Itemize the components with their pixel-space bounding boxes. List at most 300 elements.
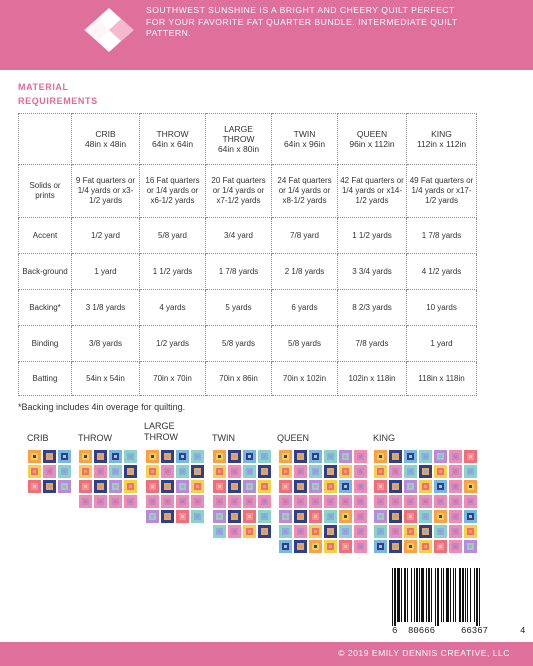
quilt-block-center: [407, 513, 414, 520]
quilt-block: [78, 494, 93, 509]
quilt-block-dot: [63, 485, 66, 488]
quilt-block-center: [231, 498, 238, 505]
barcode-bar: [419, 568, 420, 622]
quilt-block: [403, 464, 418, 479]
quilt-block: [293, 524, 308, 539]
quilt-block: [242, 494, 257, 509]
barcode-bar: [426, 568, 427, 622]
quilt-block: [293, 479, 308, 494]
table-cell: 6 yards: [272, 290, 338, 326]
quilt-block-center: [164, 483, 171, 490]
quilt-block-center: [437, 453, 444, 460]
table-cell: 24 Fat quarters or 1/4 yards or x8-1/2 yards: [272, 165, 338, 218]
quilt-block-center: [407, 498, 414, 505]
quilt-block-dot: [181, 470, 184, 473]
quilt-block-dot: [166, 485, 169, 488]
quilt-block-dot: [394, 515, 397, 518]
quilt-block-dot: [454, 500, 457, 503]
quilt-block-dot: [84, 455, 87, 458]
quilt-block: [93, 449, 108, 464]
quilt-block-dot: [379, 455, 382, 458]
quilt-block: [463, 509, 478, 524]
quilt-block-center: [231, 453, 238, 460]
quilt-block-center: [246, 498, 253, 505]
barcode-bar: [421, 568, 424, 622]
quilt-block: [278, 449, 293, 464]
barcode-bar: [394, 568, 396, 626]
quilt-block-center: [297, 498, 304, 505]
quilt-block-center: [422, 468, 429, 475]
quilt-block-dot: [263, 500, 266, 503]
quilt-block-center: [312, 513, 319, 520]
quilt-block-center: [422, 528, 429, 535]
quilt-block: [293, 494, 308, 509]
quilt-block-center: [246, 513, 253, 520]
quilt-block-dot: [409, 455, 412, 458]
quilt-block-dot: [299, 485, 302, 488]
quilt-block-center: [297, 528, 304, 535]
quilt-block: [433, 539, 448, 554]
quilt-block: [323, 479, 338, 494]
quilt-block-dot: [84, 500, 87, 503]
quilt-label-queen: QUEEN: [277, 433, 310, 443]
quilt-block-dot: [248, 500, 251, 503]
quilt-block: [293, 509, 308, 524]
quilt-block: [293, 449, 308, 464]
quilt-block-dot: [454, 455, 457, 458]
quilt-block: [433, 464, 448, 479]
quilt-block: [353, 479, 368, 494]
table-cell: 2 1/8 yards: [272, 254, 338, 290]
quilt-block-dot: [329, 515, 332, 518]
quilt-block-dot: [379, 470, 382, 473]
quilt-block-dot: [196, 485, 199, 488]
quilt-block-center: [327, 513, 334, 520]
quilt-block-center: [437, 528, 444, 535]
quilt-label-crib: CRIB: [27, 433, 49, 443]
quilt-block-dot: [263, 515, 266, 518]
quilt-label-throw: THROW: [78, 433, 112, 443]
quilt-block-center: [97, 468, 104, 475]
quilt-block-dot: [394, 545, 397, 548]
quilt-block-center: [261, 483, 268, 490]
quilt-block-center: [467, 498, 474, 505]
column-size: 64in x 96in: [283, 139, 326, 149]
barcode-bar: [401, 568, 402, 622]
quilt-block: [373, 509, 388, 524]
quilt-block: [418, 479, 433, 494]
quilt-block: [433, 494, 448, 509]
quilt-block: [323, 509, 338, 524]
quilt-block-center: [82, 483, 89, 490]
quilt-block-center: [46, 483, 53, 490]
quilt-block-center: [467, 453, 474, 460]
quilt-block: [108, 479, 123, 494]
quilt-block: [212, 524, 227, 539]
quilt-block: [323, 494, 338, 509]
quilt-block-center: [127, 468, 134, 475]
quilt-block: [388, 539, 403, 554]
row-label: Batting: [19, 362, 72, 396]
quilt-block-dot: [218, 530, 221, 533]
quilt-block: [160, 494, 175, 509]
quilt-block-center: [261, 468, 268, 475]
corner-cell: [19, 114, 72, 165]
quilt-block-center: [437, 498, 444, 505]
quilt-block-center: [97, 453, 104, 460]
barcode-bar: [476, 568, 478, 626]
quilt-block-center: [127, 498, 134, 505]
quilt-block: [373, 479, 388, 494]
row-label: Back-ground: [19, 254, 72, 290]
quilt-block: [27, 464, 42, 479]
quilt-block-center: [437, 483, 444, 490]
quilt-label-large-throw: LARGE THROW: [144, 421, 178, 442]
quilt-block-dot: [114, 455, 117, 458]
quilt-block: [418, 449, 433, 464]
quilt-block-center: [282, 528, 289, 535]
table-cell: 8 2/3 yards: [338, 290, 407, 326]
quilt-block-center: [194, 513, 201, 520]
quilt-block: [175, 449, 190, 464]
quilt-block-dot: [379, 500, 382, 503]
quilt-block: [257, 449, 272, 464]
quilt-image-king: [373, 449, 478, 554]
quilt-block-dot: [329, 545, 332, 548]
quilt-block: [123, 464, 138, 479]
row-label: Accent: [19, 218, 72, 254]
header-banner: [0, 0, 533, 70]
quilt-block: [433, 479, 448, 494]
quilt-block-center: [312, 543, 319, 550]
quilt-block-dot: [299, 530, 302, 533]
quilt-block: [388, 494, 403, 509]
quilt-block-center: [127, 453, 134, 460]
quilt-block-dot: [263, 485, 266, 488]
quilt-block-dot: [218, 470, 221, 473]
quilt-block-center: [216, 483, 223, 490]
quilt-block-dot: [181, 455, 184, 458]
quilt-block-dot: [379, 485, 382, 488]
quilt-block-center: [246, 468, 253, 475]
barcode-bar: [453, 568, 454, 622]
row-label: Binding: [19, 326, 72, 362]
quilt-block-dot: [469, 470, 472, 473]
quilt-block-dot: [439, 455, 442, 458]
quilt-block: [278, 494, 293, 509]
quilt-block-center: [282, 513, 289, 520]
table-cell: 5/8 yards: [272, 326, 338, 362]
quilt-block-center: [61, 468, 68, 475]
quilt-block: [227, 479, 242, 494]
quilt-block: [338, 479, 353, 494]
quilt-block-center: [297, 483, 304, 490]
quilt-block: [463, 479, 478, 494]
quilt-block-dot: [99, 485, 102, 488]
quilt-block-center: [194, 468, 201, 475]
quilt-block-center: [452, 453, 459, 460]
table-row: [19, 326, 477, 362]
quilt-block-center: [312, 498, 319, 505]
quilt-block: [418, 464, 433, 479]
quilt-block-center: [31, 468, 38, 475]
quilt-block-center: [164, 468, 171, 475]
quilt-block-dot: [314, 515, 317, 518]
quilt-block-dot: [469, 530, 472, 533]
quilt-block-center: [46, 453, 53, 460]
quilt-block-dot: [359, 530, 362, 533]
quilt-block-dot: [196, 470, 199, 473]
quilt-block-dot: [48, 470, 51, 473]
quilt-block: [293, 539, 308, 554]
quilt-block-dot: [99, 455, 102, 458]
quilt-block: [353, 539, 368, 554]
quilt-block-center: [194, 483, 201, 490]
quilt-block-center: [327, 453, 334, 460]
quilt-block-dot: [248, 470, 251, 473]
quilt-block-dot: [394, 485, 397, 488]
quilt-block-dot: [263, 470, 266, 473]
quilt-block-dot: [196, 500, 199, 503]
quilt-block-dot: [99, 500, 102, 503]
quilt-block-center: [282, 453, 289, 460]
quilt-block-center: [112, 498, 119, 505]
quilt-block: [373, 494, 388, 509]
quilt-block-center: [231, 528, 238, 535]
quilt-block-dot: [344, 545, 347, 548]
barcode-bar: [404, 568, 406, 622]
quilt-block: [57, 464, 72, 479]
quilt-block-dot: [114, 485, 117, 488]
material-requirements-table: [18, 113, 477, 396]
quilt-block-center: [216, 498, 223, 505]
quilt-block: [373, 464, 388, 479]
quilt-block-dot: [114, 500, 117, 503]
quilt-block: [190, 449, 205, 464]
quilt-block: [448, 449, 463, 464]
quilt-block-center: [422, 513, 429, 520]
table-cell: 7/8 yard: [272, 218, 338, 254]
quilt-block-dot: [33, 470, 36, 473]
quilt-block-dot: [284, 530, 287, 533]
quilt-block-dot: [196, 455, 199, 458]
quilt-block-dot: [329, 500, 332, 503]
quilt-block: [463, 494, 478, 509]
quilt-block-center: [297, 543, 304, 550]
quilt-block: [448, 479, 463, 494]
quilt-block-center: [149, 498, 156, 505]
quilt-block-dot: [248, 530, 251, 533]
table-cell: 70in x 70in: [140, 362, 206, 396]
table-cell: 118in x 118in: [407, 362, 477, 396]
barcode-bar: [465, 568, 466, 622]
quilt-block: [42, 464, 57, 479]
quilt-block-center: [357, 483, 364, 490]
quilt-block: [242, 524, 257, 539]
quilt-block-center: [97, 498, 104, 505]
material-title-line1: MATERIAL: [18, 82, 69, 92]
quilt-block-dot: [424, 470, 427, 473]
table-cell: 7/8 yards: [338, 326, 407, 362]
table-row: [19, 218, 477, 254]
quilt-block-center: [149, 513, 156, 520]
quilt-block: [145, 479, 160, 494]
quilt-block-dot: [218, 500, 221, 503]
quilt-block-center: [312, 483, 319, 490]
table-cell: 4 1/2 yards: [407, 254, 477, 290]
barcode-bar: [428, 568, 430, 622]
quilt-block-center: [467, 513, 474, 520]
quilt-block-center: [282, 498, 289, 505]
quilt-block-center: [377, 453, 384, 460]
quilt-block-dot: [166, 455, 169, 458]
quilt-block-center: [179, 453, 186, 460]
quilt-block-dot: [284, 515, 287, 518]
quilt-block-dot: [166, 470, 169, 473]
row-label: Solids or prints: [19, 165, 72, 218]
quilt-block-center: [231, 468, 238, 475]
quilt-block-center: [452, 468, 459, 475]
quilt-image-crib: [27, 449, 72, 494]
quilt-block-center: [377, 543, 384, 550]
table-cell: 5/8 yard: [140, 218, 206, 254]
table-cell: 1 1/2 yards: [140, 254, 206, 290]
quilt-block-center: [61, 453, 68, 460]
barcode-digit-first: 6: [392, 626, 398, 636]
quilt-block-dot: [394, 530, 397, 533]
table-row: [19, 165, 477, 218]
quilt-block-center: [357, 498, 364, 505]
quilt-block-dot: [99, 470, 102, 473]
quilt-block-center: [467, 468, 474, 475]
quilt-block: [293, 464, 308, 479]
quilt-block-dot: [469, 545, 472, 548]
quilt-block: [433, 509, 448, 524]
quilt-block-dot: [181, 500, 184, 503]
quilt-block-center: [46, 468, 53, 475]
quilt-block: [242, 464, 257, 479]
quilt-block: [257, 524, 272, 539]
quilt-block: [403, 449, 418, 464]
quilt-block-center: [179, 483, 186, 490]
table-row: [19, 362, 477, 396]
quilt-block-center: [82, 498, 89, 505]
column-name: TWIN: [293, 129, 316, 139]
quilt-block: [308, 509, 323, 524]
quilt-block: [278, 509, 293, 524]
quilt-block-dot: [63, 455, 66, 458]
quilt-block: [227, 524, 242, 539]
quilt-image-queen: [278, 449, 368, 554]
column-name: LARGE THROW: [222, 124, 255, 144]
table-cell: 4 yards: [140, 290, 206, 326]
quilt-block: [323, 539, 338, 554]
quilt-image-twin: [212, 449, 272, 539]
quilt-block-center: [452, 483, 459, 490]
quilt-block-center: [357, 453, 364, 460]
table-cell: 1/2 yard: [72, 218, 140, 254]
column-size: 112in x 112in: [416, 139, 467, 149]
barcode: [386, 566, 533, 642]
quilt-block-dot: [166, 515, 169, 518]
quilt-block: [308, 479, 323, 494]
quilt-block-dot: [299, 545, 302, 548]
quilt-block-dot: [299, 515, 302, 518]
quilt-block: [323, 524, 338, 539]
quilt-block-dot: [439, 485, 442, 488]
table-cell: 16 Fat quarters or 1/4 yards or x6-1/2 yards: [140, 165, 206, 218]
quilt-block: [242, 509, 257, 524]
quilt-block: [448, 509, 463, 524]
quilt-block: [278, 464, 293, 479]
quilt-block: [448, 464, 463, 479]
quilt-block-dot: [344, 470, 347, 473]
quilt-block-center: [422, 498, 429, 505]
table-cell: 54in x 54in: [72, 362, 140, 396]
quilt-block-center: [82, 453, 89, 460]
quilt-block: [42, 479, 57, 494]
quilt-block-center: [342, 528, 349, 535]
quilt-block-dot: [263, 530, 266, 533]
quilt-block: [403, 479, 418, 494]
table-cell: 1 7/8 yards: [206, 254, 272, 290]
quilt-block-dot: [299, 470, 302, 473]
quilt-block-dot: [248, 515, 251, 518]
quilt-block-center: [261, 513, 268, 520]
quilt-block-dot: [314, 455, 317, 458]
backing-footnote: *Backing includes 4in overage for quilting.: [18, 402, 186, 412]
quilt-block-center: [392, 513, 399, 520]
quilt-block-center: [407, 468, 414, 475]
quilt-block-dot: [314, 530, 317, 533]
quilt-block-center: [392, 468, 399, 475]
quilt-block: [308, 539, 323, 554]
table-cell: 20 Fat quarters or 1/4 yards or x7-1/2 yards: [206, 165, 272, 218]
quilt-block-dot: [439, 530, 442, 533]
quilt-block: [353, 464, 368, 479]
quilt-block: [353, 449, 368, 464]
quilt-block-center: [452, 498, 459, 505]
quilt-block-dot: [84, 485, 87, 488]
quilt-block: [145, 449, 160, 464]
quilt-block-center: [392, 543, 399, 550]
quilt-block: [388, 524, 403, 539]
quilt-block-dot: [409, 485, 412, 488]
pattern-tagline: SOUTHWEST SUNSHINE IS A BRIGHT AND CHEERY QUILT PERFECT FOR YOUR FAVORITE FAT QUARTER BUNDLE. INTERMEDIATE QUILT PATTERN.: [146, 5, 458, 38]
quilt-block-center: [312, 468, 319, 475]
quilt-block-dot: [344, 485, 347, 488]
quilt-block-dot: [469, 515, 472, 518]
quilt-block-center: [312, 453, 319, 460]
quilt-block-dot: [33, 455, 36, 458]
quilt-block-dot: [469, 455, 472, 458]
table-cell: 1 7/8 yards: [407, 218, 477, 254]
quilt-block-dot: [218, 455, 221, 458]
quilt-block-dot: [233, 455, 236, 458]
quilt-block-dot: [314, 470, 317, 473]
barcode-digits-right: 66367: [461, 626, 489, 636]
quilt-block-dot: [181, 485, 184, 488]
quilt-block-center: [437, 513, 444, 520]
quilt-block-center: [164, 513, 171, 520]
column-size: 48in x 48in: [84, 139, 127, 149]
table-cell: 1/2 yards: [140, 326, 206, 362]
quilt-block: [353, 524, 368, 539]
quilt-block: [403, 494, 418, 509]
quilt-block: [227, 494, 242, 509]
quilt-block-center: [164, 453, 171, 460]
quilt-block: [403, 509, 418, 524]
